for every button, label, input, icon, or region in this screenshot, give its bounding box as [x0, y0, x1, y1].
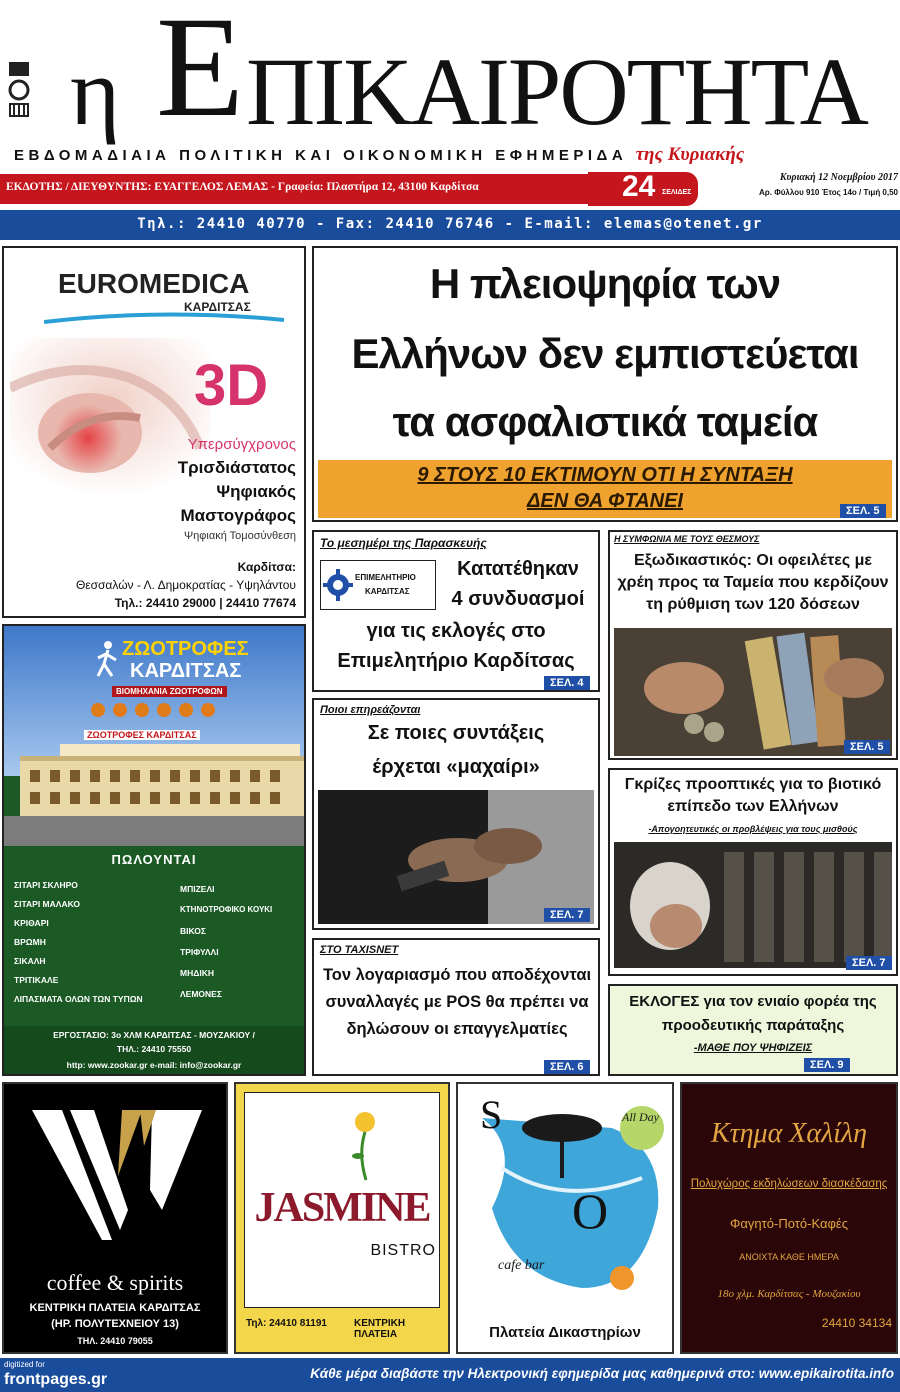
story-epimelitirio[interactable] [312, 530, 600, 692]
exod-title: Εξωδικαστικός: Οι οφειλέτες με χρέη προς τα Ταμεία που κερδίζουν τη ρύθμιση των 120 δόσεων [617, 552, 889, 613]
contact-bar [0, 210, 900, 240]
epim-t4: Επιμελητήριο Καρδίτσας [337, 650, 575, 672]
ktima-l1: Πολυχώρος εκδηλώσεων διασκέδασης [690, 1178, 888, 1190]
ekloges-sub: -ΜΑΘΕ ΠΟΥ ΨΗΦΙΖΕΙΣ [693, 1042, 813, 1054]
ad-euromedica[interactable] [2, 246, 306, 618]
solair-place: Πλατεία Δικαστηρίων [489, 1324, 641, 1341]
zoo-web[interactable]: http: www.zookar.gr e-mail: info@zookar.gr [66, 1060, 242, 1070]
euromedica-addr: Θεσσαλών - Λ. Δημοκρατίας - Υψηλάντου [75, 578, 296, 592]
vios-page-ref[interactable]: ΣΕΛ. 7 [846, 956, 892, 970]
lead-headline-1: Η πλειοψηφία των [429, 260, 781, 307]
svg-text:S: S [480, 1092, 503, 1137]
ktima-l2: Φαγητό-Ποτό-Καφές [730, 1216, 848, 1231]
zoo-list-right [180, 884, 304, 1010]
jasmine-place: ΚΕΝΤΡΙΚΗ ΠΛΑΤΕΙΑ [354, 1318, 406, 1340]
solair-brand [458, 1084, 459, 1085]
synt-photo [318, 790, 594, 924]
zoo-item: ΒΡΩΜΗ [14, 937, 46, 947]
footer-digitized-2: frontpages.gr [4, 1371, 108, 1388]
title-rest: ΠΙΚΑΙΡΟΤΗΤΑ [246, 38, 867, 145]
zoo-item: ΛΙΠΑΣΜΑΤΑ ΟΛΩΝ ΤΩΝ ΤΥΠΩΝ [14, 994, 143, 1004]
zoo-item: ΤΡΙΦΥΛΛΙ [180, 947, 219, 957]
masthead [0, 0, 900, 206]
zoo-building-sign: ΖΩΟΤΡΟΦΕΣ ΚΑΡΔΙΤΣΑΣ [84, 730, 200, 740]
vv-line1: coffee & spirits [46, 1270, 184, 1295]
contact-line: Τηλ.: 24410 40770 - Fax: 24410 76746 - E-mail: elemas@otenet.gr [137, 216, 763, 232]
publisher-line: ΕΚΔΟΤΗΣ / ΔΙΕΥΘΥΝΤΗΣ: ΕΥΑΓΓΕΛΟΣ ΛΕΜΑΣ - Γραφεία: Πλαστήρα 12, 43100 Καρδίτσα [6, 181, 479, 193]
title-e: Ε [156, 0, 244, 147]
pages-label: ΣΕΛΙΔΕΣ [662, 189, 692, 196]
ad-jasmine[interactable] [234, 1082, 450, 1354]
flower-icon [348, 1110, 382, 1182]
pos-page-ref[interactable]: ΣΕΛ. 6 [544, 1060, 590, 1074]
zoo-sale: ΠΩΛΟΥΝΤΑΙ [111, 852, 197, 867]
story-kicker: Ποιοι επηρεάζονται [320, 704, 421, 716]
lead-headline-3: τα ασφαλιστικά ταμεία [392, 398, 818, 445]
euromedica-addr-title: Καρδίτσα: [237, 560, 296, 574]
ad-vv-coffee[interactable] [2, 1082, 228, 1354]
masthead-subtitle: ΕΒΔΟΜΑΔΙΑΙΑ ΠΟΛΙΤΙΚΗ ΚΑΙ ΟΙΚΟΝΟΜΙΚΗ ΕΦΗΜΕΡΙΔΑ [14, 147, 628, 164]
vios-sub: -Απογοητευτικές οι προβλέψεις για τους μισθούς [648, 824, 858, 834]
exod-photo [614, 628, 892, 756]
svg-text:O: O [572, 1183, 609, 1239]
issue-date: Κυριακή 12 Νοεμβρίου 2017 [779, 172, 898, 183]
pages-badge [588, 172, 698, 206]
ktima-name: Κτημα Χαλίλη [710, 1118, 868, 1149]
lead-story[interactable] [312, 246, 898, 522]
lead-page-ref[interactable]: ΣΕΛ. 5 [840, 504, 886, 518]
epim-t2: 4 συνδυασμοί [451, 588, 585, 610]
story-ekloges[interactable] [608, 984, 898, 1076]
zoo-title2: ΚΑΡΔΙΤΣΑΣ [130, 660, 242, 682]
lead-headline-2: Ελλήνων δεν εμπιστεύεται [351, 330, 859, 377]
exod-page-ref[interactable]: ΣΕΛ. 5 [844, 740, 890, 754]
story-kicker: Το μεσημέρι της Παρασκευής [320, 536, 487, 550]
vios-title: Γκρίζες προοπτικές για το βιοτικό επίπεδο των Ελλήνων [624, 776, 882, 815]
epim-page-ref[interactable]: ΣΕΛ. 4 [544, 676, 590, 690]
gear-icon [323, 565, 353, 605]
title-h: η [70, 38, 121, 145]
euromedica-3d: 3D [194, 353, 269, 418]
footer-text[interactable]: Κάθε μέρα διαβάστε την Ηλεκτρονική εφημερίδα μας καθημερινά στο: www.epikairotita.info [310, 1366, 894, 1381]
euromedica-l2: Τρισδιάστατος [177, 458, 296, 477]
story-exodikastikos[interactable] [608, 530, 898, 760]
epim-t1: Κατατέθηκαν [457, 558, 579, 580]
epimelitirio-logo [320, 560, 436, 610]
zoo-item: ΣΙΤΑΡΙ ΣΚΛΗΡΟ [14, 880, 78, 890]
vv-line2: ΚΕΝΤΡΙΚΗ ΠΛΑΤΕΙΑ ΚΑΡΔΙΤΣΑΣ [29, 1302, 201, 1314]
zoo-animal-icons [90, 702, 230, 718]
zoo-item: ΣΙΤΑΡΙ ΜΑΛΑΚΟ [14, 899, 80, 909]
story-kicker: ΣΤΟ TAXISNET [320, 944, 399, 956]
story-kicker: Η ΣΥΜΦΩΝΙΑ ΜΕ ΤΟΥΣ ΘΕΣΜΟΥΣ [614, 534, 760, 544]
euromedica-l4: Μαστογράφος [180, 506, 296, 525]
zoo-item: ΒΙΚΟΣ [180, 926, 206, 936]
zoo-runner-icon [94, 640, 120, 680]
synt-page-ref[interactable]: ΣΕΛ. 7 [544, 908, 590, 922]
ekloges-title: ΕΚΛΟΓΕΣ για τον ενιαίο φορέα της προοδευτικής παράταξης [629, 993, 877, 1034]
ad-zootrofes[interactable] [2, 624, 306, 1076]
story-pos[interactable] [312, 938, 600, 1076]
ad-solair[interactable] [456, 1082, 674, 1354]
zoo-item: ΛΕΜΟΝΕΣ [180, 989, 222, 999]
synt-t1: Σε ποιες συντάξεις [367, 722, 545, 744]
euromedica-city: ΚΑΡΔΙΤΣΑΣ [184, 300, 251, 314]
zoo-item: ΜΠΙΖΕΛΙ [180, 884, 215, 894]
zoo-tel: ΤΗΛ.: 24410 75550 [116, 1044, 192, 1054]
issue-number: Αρ. Φύλλου 910 Έτος 14ο / Τιμή 0,50 [759, 188, 898, 197]
footer-digitized-1: digitized for [4, 1360, 45, 1369]
pos-title: Τον λογαριασμό που αποδέχονται συναλλαγές με POS θα πρέπει να δηλώσουν οι επαγγελματίες [322, 966, 592, 1038]
euromedica-brand: EUROMEDICA [58, 268, 250, 299]
zoo-factory: ΕΡΓΟΣΤΑΣΙΟ: 3ο ΧΛΜ ΚΑΡΔΙΤΣΑΣ - ΜΟΥΖΑΚΙΟΥ / [53, 1030, 255, 1040]
euromedica-l3: Ψηφιακός [216, 482, 296, 501]
footer-bar [0, 1358, 900, 1392]
story-vios[interactable] [608, 768, 898, 976]
masthead-title [70, 0, 900, 147]
masthead-subtitle-red: της Κυριακής [635, 144, 745, 165]
zoo-item: ΤΡΙΤΙΚΑΛΕ [14, 975, 59, 985]
euromedica-l5: Ψηφιακή Τομοσύνθεση [183, 530, 296, 542]
jasmine-sub: BISTRO [370, 1242, 436, 1259]
zoo-item: ΜΗΔΙΚΗ [180, 968, 214, 978]
publisher-bar [0, 172, 900, 206]
ktima-l3: ΑΝΟΙΧΤΑ ΚΑΘΕ ΗΜΕΡΑ [739, 1252, 839, 1262]
solair-allday: All Day [622, 1110, 659, 1124]
zoo-tag: ΒΙΟΜΗΧΑΝΙΑ ΖΩΟΤΡΟΦΩΝ [112, 686, 227, 697]
zoo-item: ΣΙΚΑΛΗ [14, 956, 46, 966]
ktima-l4: 18ο χλμ. Καρδίτσας - Μουζακίου [717, 1288, 861, 1300]
lead-sub-2: ΔΕΝ ΘΑ ΦΤΑΝΕΙ [527, 490, 683, 512]
ktima-tel: 24410 34134 [821, 1316, 892, 1330]
synt-t2: έρχεται «μαχαίρι» [372, 756, 540, 778]
logo-text-1: ΕΠΙΜΕΛΗΤΗΡΙΟ [355, 573, 416, 582]
zoo-footer [4, 1026, 304, 1076]
vv-tel: ΤΗΛ. 24410 79055 [77, 1336, 153, 1346]
solair-sub: cafe bar [498, 1258, 545, 1273]
zoo-list-left [14, 880, 164, 1013]
lead-sub-bar [318, 460, 892, 518]
vv-logo-icon [32, 1100, 202, 1250]
zoo-ground [4, 816, 304, 846]
euromedica-l1: Υπερσύγχρονος [187, 436, 296, 453]
ekloges-page-ref[interactable]: ΣΕΛ. 9 [804, 1058, 850, 1072]
logo-text-2: ΚΑΡΔΙΤΣΑΣ [365, 587, 410, 596]
masthead-subtitle-row [14, 144, 894, 168]
epim-t3: για τις εκλογές στο [366, 620, 546, 642]
zoo-title1: ΖΩΟΤΡΟΦΕΣ [122, 638, 249, 660]
lead-sub-1: 9 ΣΤΟΥΣ 10 ΕΚΤΙΜΟΥΝ ΟΤΙ Η ΣΥΝΤΑΞΗ [417, 464, 793, 486]
pages-num: 24 [622, 170, 656, 203]
jasmine-name: JASMINE [254, 1185, 430, 1231]
vios-photo [614, 842, 892, 968]
story-syntaxeis[interactable] [312, 698, 600, 930]
jasmine-tel: Τηλ: 24410 81191 [246, 1318, 327, 1329]
ad-ktima[interactable] [680, 1082, 898, 1354]
euromedica-swoosh [44, 312, 284, 326]
zoo-item: ΚΡΙΘΑΡΙ [14, 918, 49, 928]
euromedica-tel: Τηλ.: 24410 29000 | 24410 77674 [114, 596, 296, 610]
vv-line3: (ΗΡ. ΠΟΛΥΤΕΧΝΕΙΟΥ 13) [51, 1318, 179, 1330]
side-logo-icon [6, 60, 32, 126]
zoo-item: ΚΤΗΝΟΤΡΟΦΙΚΟ ΚΟΥΚΙ [180, 905, 273, 914]
